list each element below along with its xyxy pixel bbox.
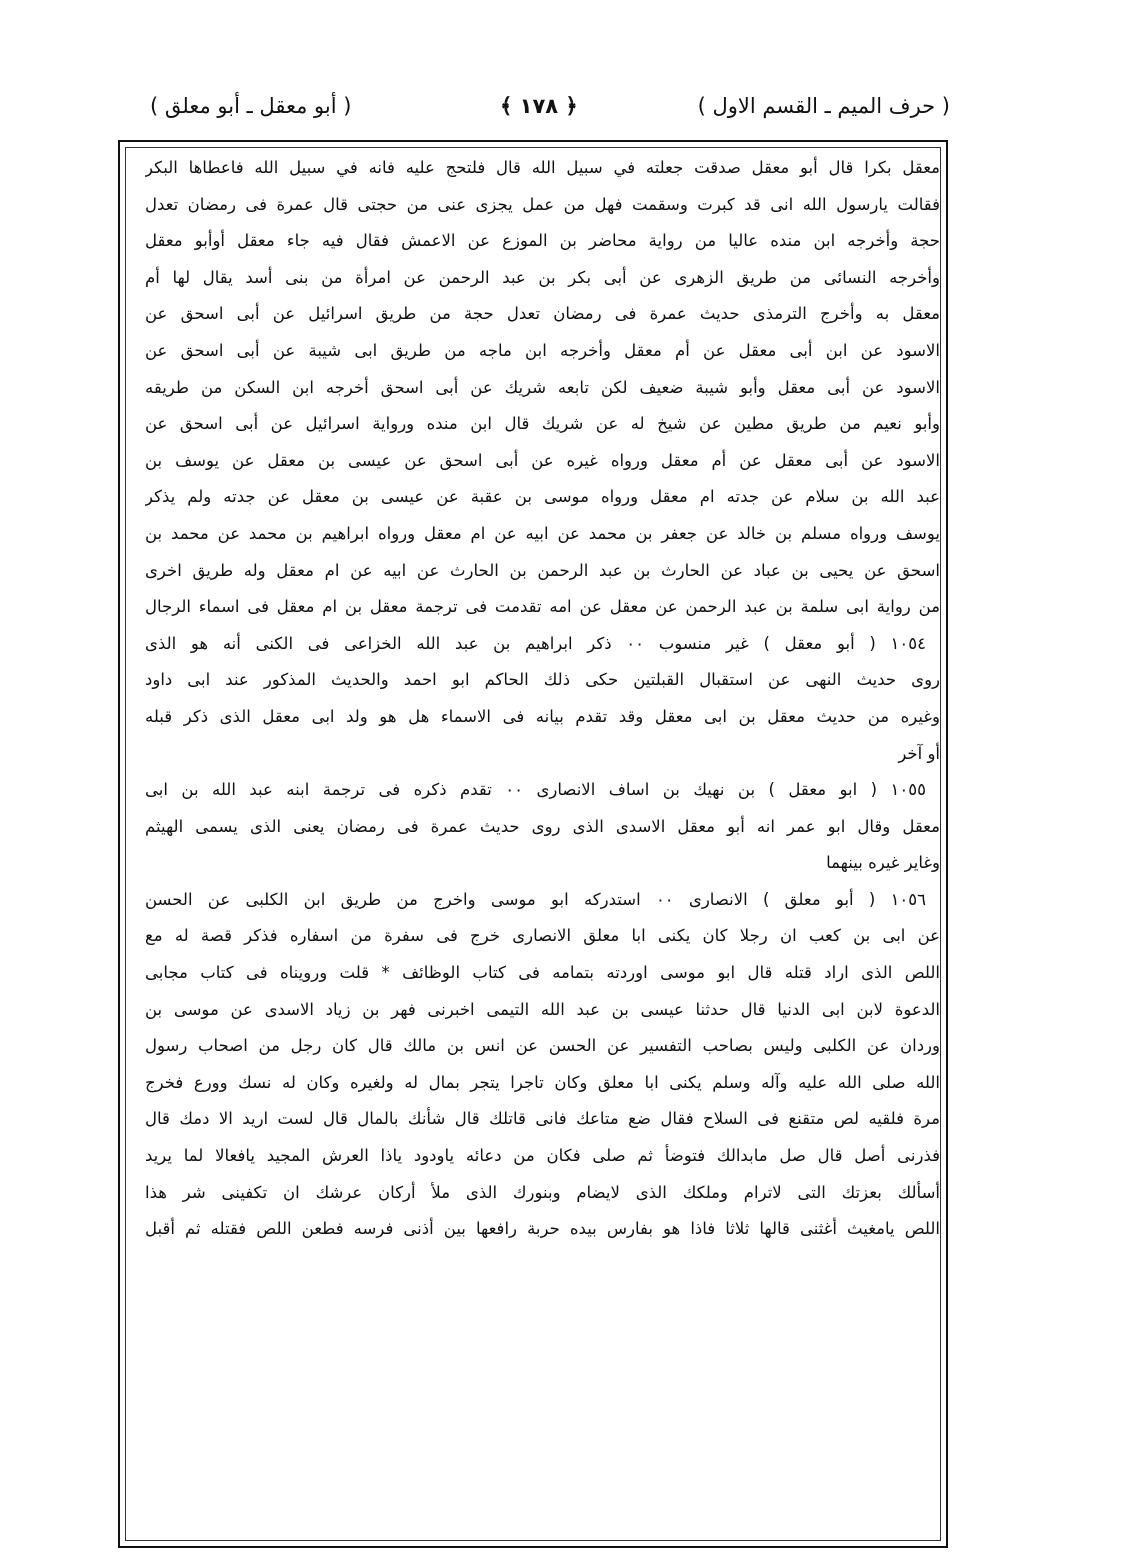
text-line: من رواية ابى سلمة بن عبد الرحمن عن معقل عن امه تقدمت فى ترجمة معقل بن ام معقل فى اسماء الرجال [145, 597, 940, 617]
text-line: وأخرجه النسائى من طريق الزهرى عن أبى بكر بن عبد الرحمن عن امرأة من بنى أسد يقال لها أم [145, 267, 940, 287]
text-line: اسحق عن يحيى بن عباد عن الحارث بن عبد الرحمن بن الحارث عن ابيه عن ام معقل وله طريق اخرى [145, 560, 940, 580]
text-line: فذرنى أصل قال صل مابدالك فتوضأ ثم صلى فكان من دعائه ياودود ياذا العرش المجيد يافعالا لما يريد [145, 1146, 940, 1166]
text-line: مرة فلقيه لص متقنع فى السلاح فقال ضع متاعك فانى قاتلك قال شأنك بالمال قال لست اريد الا دمك قال [145, 1109, 940, 1129]
text-line: عن ابى بن كعب ان رجلا كان يكنى ابا معلق الانصارى خرج فى سفرة من اسفاره فذكر قصة له مع [145, 926, 940, 946]
text-line: حجة وأخرجه ابن منده عاليا من رواية محاضر بن الموزع عن الاعمش فقال فيه جاء معقل أوأبو معقل [145, 231, 940, 251]
text-line: أسألك بعزتك التى لاترام وملكك الذى لايضام وبنورك الذى ملأ أركان عرشك ان تكفينى شر هذا [145, 1182, 940, 1202]
header-section-title: ( حرف الميم ـ القسم الاول ) [697, 94, 950, 118]
text-line: معقل وقال ابو عمر انه أبو معقل الاسدى الذى روى حديث عمرة فى رمضان يعنى الذى يسمى الهيثم [145, 816, 940, 836]
text-line: روى حديث النهى عن استقبال القبلتين حكى ذلك الحاكم ابو احمد والحديث المذكور عند ابى داود [145, 670, 940, 690]
header-entry-range: ( أبو معقل ـ أبو معلق ) [150, 94, 352, 118]
text-line: اللص يامغيث أغثنى قالها ثلاثا فاذا هو بفارس بيده حربة رافعها بين أذنى فرسه فطعن اللص فقتله ثم أقبل [145, 1219, 940, 1239]
entry-1055-heading: ١٠٥٥ ( ابو معقل ) بن نهيك بن اساف الانصارى ٠٠ تقدم ذكره فى ترجمة ابنه عبد الله بن ابى [145, 780, 926, 800]
text-line: فقالت يارسول الله انى قد كبرت وسقمت فهل من عمل يجزى عنى من حجتى قال عمرة فى رمضان تعدل [145, 194, 940, 214]
text-line: الاسود عن أبى معقل وأبو شيبة ضعيف لكن تابعه شريك عن أبى اسحق أخرجه ابن السكن من طريقه [145, 377, 940, 397]
text-line: الاسود عن ابن أبى معقل عن أم معقل وأخرجه ابن ماجه من طريق ابى شيبة عن أبى اسحق عن [145, 340, 940, 360]
entry-1056-heading: ١٠٥٦ ( أبو معلق ) الانصارى ٠٠ استدركه ابو موسى واخرج من طريق ابن الكلبى عن الحسن [145, 889, 927, 909]
page-header [150, 88, 950, 132]
entry-1054-heading: ١٠٥٤ ( أبو معقل ) غير منسوب ٠٠ ذكر ابراهيم بن عبد الله الخزاعى فى الكنى أنه هو الذى [145, 633, 926, 653]
text-line: وغاير غيره بينهما [826, 853, 940, 873]
text-line: وأبو نعيم من طريق مطين عن شيخ له عن شريك قال ابن منده ورواية اسرائيل عن أبى اسحق عن [145, 414, 940, 434]
text-line: وغيره من حديث معقل بن ابى معقل وقد تقدم بيانه فى الاسماء هل هو ولد ابى معقل الذى ذكر قبله [145, 706, 940, 726]
text-line: الاسود عن أبى معقل عن أم معقل ورواه غيره عن أبى اسحق عن عيسى بن معقل عن يوسف بن [145, 450, 940, 470]
text-line: وردان عن الكلبى وليس بصاحب التفسير عن الحسن عن انس بن مالك قال كان رجل من اصحاب رسول [145, 1036, 940, 1056]
text-line: عبد الله بن سلام عن جدته ام معقل ورواه موسى بن عقبة عن عيسى بن معقل عن جدته ولم يذكر [145, 487, 940, 507]
page-number: ﴿ ١٧٨ ﴾ [500, 94, 578, 118]
text-line: اللص الذى اراد قتله قال ابو موسى اوردته بتمامه فى كتاب الوظائف * قلت ورويناه فى كتاب مجابى [145, 963, 940, 983]
text-line: يوسف ورواه مسلم بن خالد عن جعفر بن محمد عن ابيه عن ام معقل ورواه ابراهيم بن محمد عن محمد بن [145, 523, 940, 543]
text-line: معقل به وأخرج الترمذى حديث عمرة فى رمضان تعدل حجة من طريق اسرائيل عن أبى اسحق عن [145, 304, 940, 324]
text-line: الله صلى الله عليه وآله وسلم يكنى ابا معلق وكان تاجرا يتجر بمال له ولغيره وكان له نسك وورع فخرج [145, 1072, 940, 1092]
text-line: معقل بكرا قال أبو معقل صدقت جعلته في سبيل الله قال فلتحج عليه فانه في سبيل الله فاعطاها البكر [145, 158, 940, 177]
text-line: الدعوة لابن ابى الدنيا قال حدثنا عيسى بن عبد الله التيمى اخبرنى فهر بن زياد الاسدى عن موسى بن [145, 999, 940, 1019]
text-line: أو آخر [898, 743, 940, 763]
body-text [145, 150, 940, 1248]
